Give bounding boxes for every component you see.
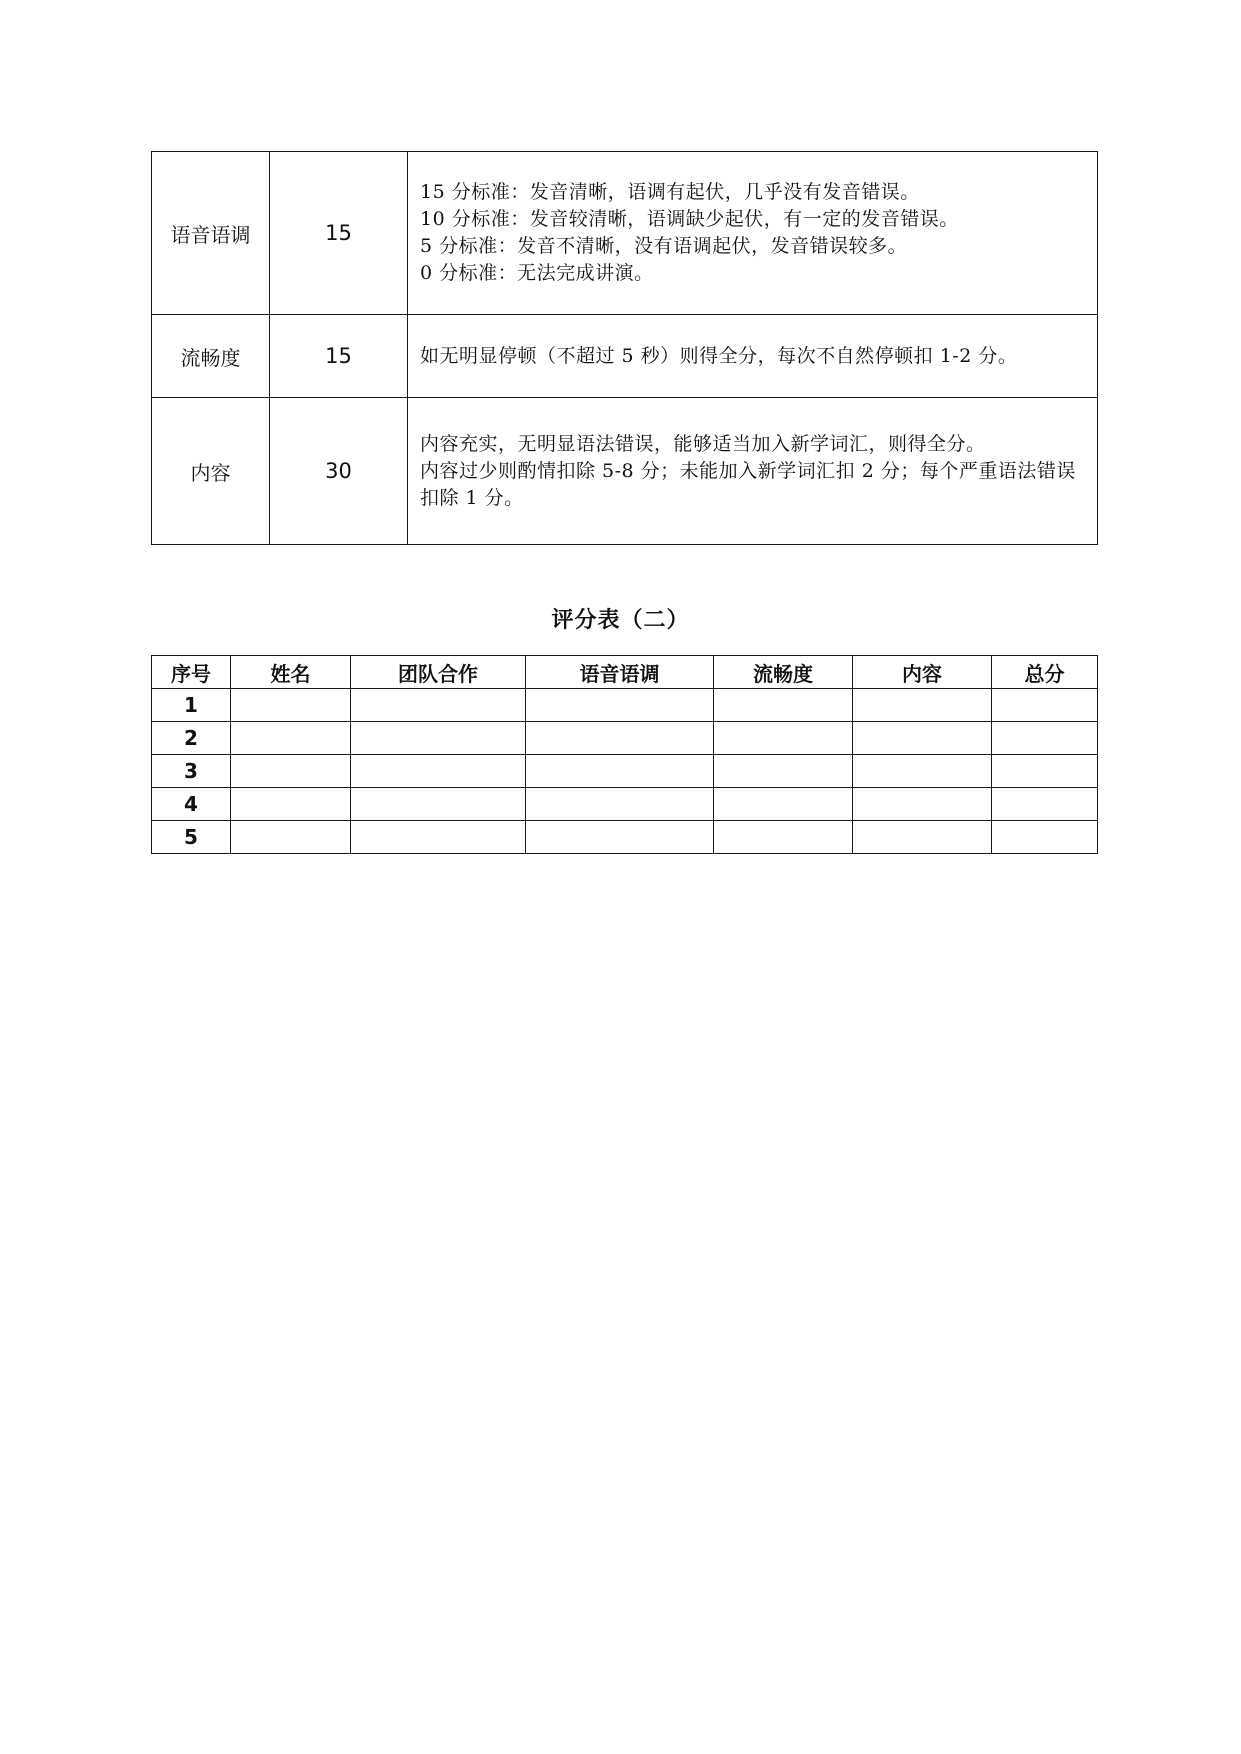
criterion-score: 15 bbox=[270, 315, 408, 398]
description-line: 内容过少则酌情扣除 5-8 分；未能加入新学词汇扣 2 分；每个严重语法错误扣除 1 分。 bbox=[420, 459, 1076, 509]
description-line: 0 分标准：无法完成讲演。 bbox=[420, 262, 654, 284]
table-row bbox=[152, 689, 1098, 722]
score-table bbox=[151, 655, 1098, 854]
name-cell[interactable] bbox=[231, 788, 351, 821]
criterion-description bbox=[408, 398, 1098, 545]
header-total: 总分 bbox=[992, 656, 1098, 689]
row-number: 2 bbox=[152, 722, 231, 755]
name-cell[interactable] bbox=[231, 689, 351, 722]
teamwork-cell[interactable] bbox=[351, 689, 526, 722]
table-row bbox=[152, 398, 1098, 545]
name-cell[interactable] bbox=[231, 755, 351, 788]
description-line: 5 分标准：发音不清晰，没有语调起伏，发音错误较多。 bbox=[420, 235, 908, 257]
content-cell[interactable] bbox=[853, 821, 992, 854]
description-line: 如无明显停顿（不超过 5 秒）则得全分，每次不自然停顿扣 1-2 分。 bbox=[420, 344, 1018, 367]
header-name: 姓名 bbox=[231, 656, 351, 689]
table-row bbox=[152, 722, 1098, 755]
table-row bbox=[152, 152, 1098, 315]
name-cell[interactable] bbox=[231, 821, 351, 854]
description-line: 10 分标准：发音较清晰，语调缺少起伏，有一定的发音错误。 bbox=[420, 208, 959, 230]
content-cell[interactable] bbox=[853, 722, 992, 755]
fluency-cell[interactable] bbox=[714, 722, 853, 755]
table-row bbox=[152, 755, 1098, 788]
row-number: 1 bbox=[152, 689, 231, 722]
teamwork-cell[interactable] bbox=[351, 755, 526, 788]
table-row bbox=[152, 821, 1098, 854]
criterion-description bbox=[408, 315, 1098, 398]
row-number: 5 bbox=[152, 821, 231, 854]
criteria-table bbox=[151, 151, 1098, 545]
score-table-title: 评分表（二） bbox=[551, 608, 690, 633]
criterion-score: 15 bbox=[270, 152, 408, 315]
total-cell[interactable] bbox=[992, 689, 1098, 722]
content-cell[interactable] bbox=[853, 788, 992, 821]
description-line: 内容充实，无明显语法错误，能够适当加入新学词汇，则得全分。 bbox=[420, 432, 986, 455]
content-cell[interactable] bbox=[853, 689, 992, 722]
name-cell[interactable] bbox=[231, 722, 351, 755]
table-header-row bbox=[152, 656, 1098, 689]
header-fluency: 流畅度 bbox=[714, 656, 853, 689]
criterion-description bbox=[408, 152, 1098, 315]
description-line: 15 分标准：发音清晰，语调有起伏，几乎没有发音错误。 bbox=[420, 181, 920, 203]
table-row bbox=[152, 788, 1098, 821]
pronunciation-cell[interactable] bbox=[526, 755, 714, 788]
fluency-cell[interactable] bbox=[714, 788, 853, 821]
table-row bbox=[152, 315, 1098, 398]
criterion-name: 语音语调 bbox=[152, 152, 270, 315]
pronunciation-cell[interactable] bbox=[526, 788, 714, 821]
total-cell[interactable] bbox=[992, 722, 1098, 755]
content-cell[interactable] bbox=[853, 755, 992, 788]
criterion-name: 流畅度 bbox=[152, 315, 270, 398]
teamwork-cell[interactable] bbox=[351, 788, 526, 821]
header-index: 序号 bbox=[152, 656, 231, 689]
pronunciation-cell[interactable] bbox=[526, 689, 714, 722]
teamwork-cell[interactable] bbox=[351, 722, 526, 755]
row-number: 4 bbox=[152, 788, 231, 821]
criterion-name: 内容 bbox=[152, 398, 270, 545]
header-content: 内容 bbox=[853, 656, 992, 689]
fluency-cell[interactable] bbox=[714, 755, 853, 788]
total-cell[interactable] bbox=[992, 755, 1098, 788]
header-teamwork: 团队合作 bbox=[351, 656, 526, 689]
fluency-cell[interactable] bbox=[714, 821, 853, 854]
total-cell[interactable] bbox=[992, 788, 1098, 821]
fluency-cell[interactable] bbox=[714, 689, 853, 722]
pronunciation-cell[interactable] bbox=[526, 722, 714, 755]
teamwork-cell[interactable] bbox=[351, 821, 526, 854]
pronunciation-cell[interactable] bbox=[526, 821, 714, 854]
criterion-score: 30 bbox=[270, 398, 408, 545]
row-number: 3 bbox=[152, 755, 231, 788]
total-cell[interactable] bbox=[992, 821, 1098, 854]
header-pronunciation: 语音语调 bbox=[526, 656, 714, 689]
